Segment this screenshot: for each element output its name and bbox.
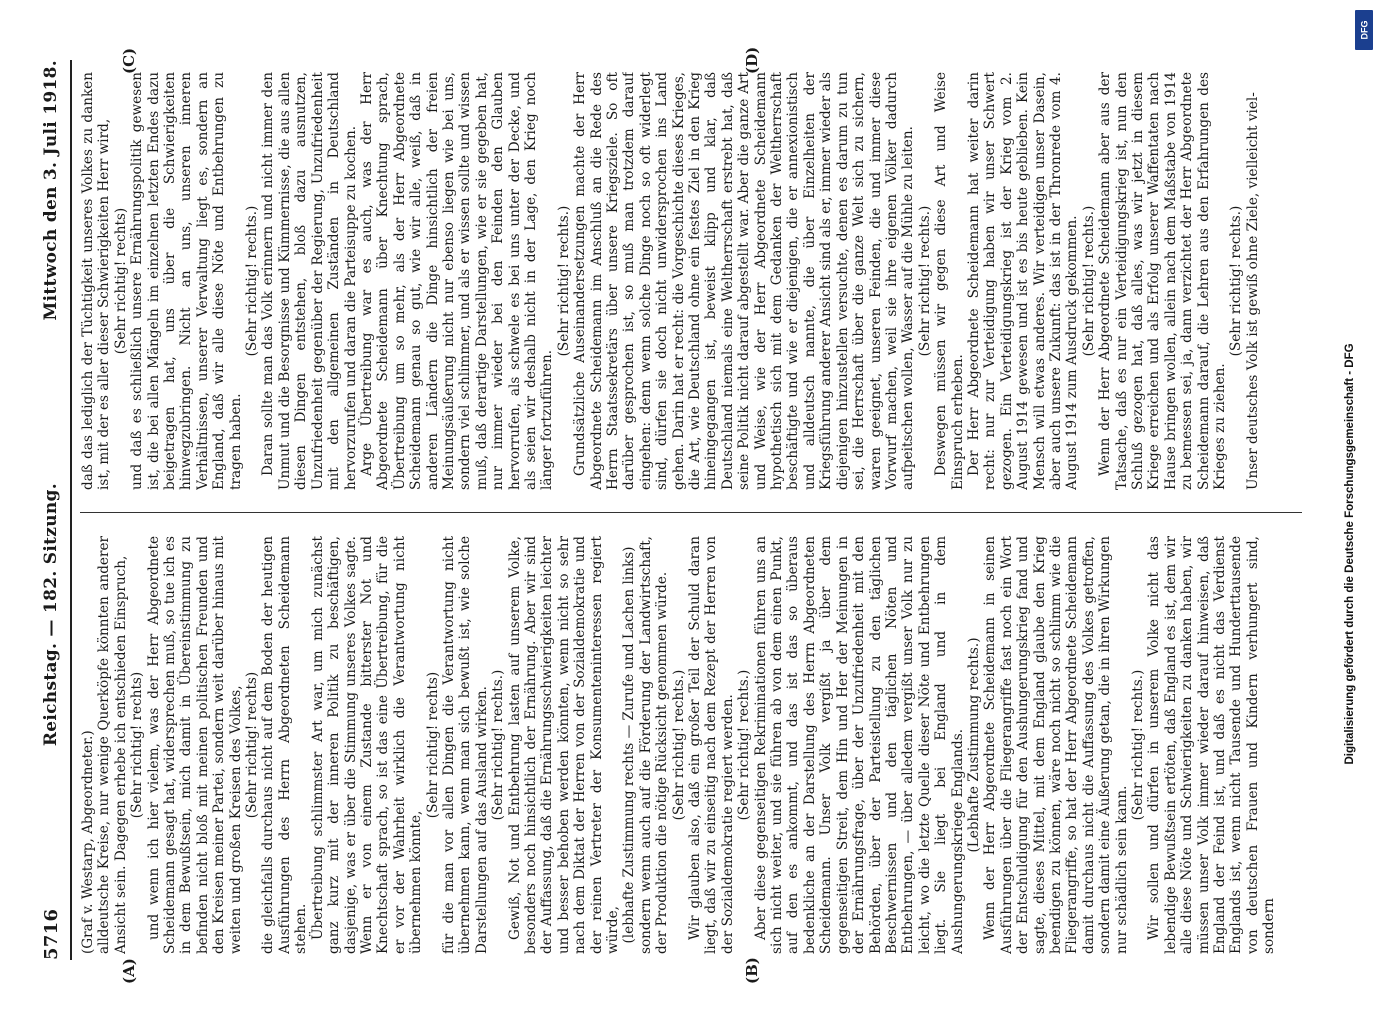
paragraph: (lebhafte Zustimmung rechts — Zurufe und Lachen links)	[621, 546, 638, 944]
paragraph: Wenn der Herr Abgeordnete Scheidemann aber aus der Tatsache, daß es nur ein Verteidigungskrieg ist, nun den Schluß gezogen hat, daß alles, was wir jetzt in diesem Kriege erreichen und als Erfolg unserer Waffentaten nach Hause bringen wollen, allein nach dem Maßstabe von 1914 zu bemessen sei, ja, dann verzichtet der Herr Abgeordnete Scheidemann darauf, die Lehren aus den Erfahrungen des Krieges zu ziehen.	[1097, 72, 1229, 490]
paragraph: Deswegen müssen wir gegen diese Art und Weise Einspruch erheben.	[933, 72, 966, 490]
paragraph: und wenn ich hier vielem, was der Herr Abgeordnete Scheidemann gesagt hat, widersprechen muß, so tue ich es in dem Bewußtsein, mich damit in Übereinstimmung zu befinden nicht bloß mit meinen politischen Freunden und den Kreisen meiner Partei, sondern weit darüber hinaus mit weiten und großen Kreisen des Volkes,	[145, 536, 244, 954]
header-rule	[70, 60, 72, 960]
paragraph: (Sehr richtig! rechts)	[424, 671, 441, 819]
paragraph: (Sehr richtig! rechts.)	[244, 205, 261, 357]
paragraph: Wir glauben also, daß ein großer Teil der Schuld daran liegt, daß wir zu einseitig nach dem Rezept der Herren von der Sozialdemokratie regiert werden.	[687, 536, 736, 954]
margin-mark-c: (C)	[120, 47, 138, 74]
paragraph: (Sehr richtig! rechts.)	[490, 669, 507, 821]
margin-mark-a: (A)	[120, 958, 138, 984]
header-left-title: Reichstag. — 182. Sitzung.	[41, 483, 61, 747]
paragraph: und daß es schließlich unsere Ernährungspolitik gewesen ist, die bei allen Mängeln im einzelnen letzten Endes dazu beigetragen hat, uns über die Schwierigkeiten hinwegzubringen. Nicht an uns, unseren inneren Verhältnissen, unserer Verwaltung liegt es, sondern an England, daß wir alle diese Nöte und Entbehrungen zu tragen haben.	[129, 72, 244, 490]
column-divider	[80, 512, 1302, 513]
paragraph: die gleichfalls durchaus nicht auf dem Boden der heutigen Ausführungen des Herrn Abgeordneten Scheidemann stehen.	[260, 536, 310, 954]
paragraph: Grundsätzliche Auseinandersetzungen machte der Herr Abgeordnete Scheidemann im Anschluß an die Rede des Herrn Staatssekretärs über unsere Kriegsziele. So oft darüber gesprochen ist, so muß man trotzdem darauf eingehen: denn wenn solche Dinge noch so oft widerlegt sind, dürfen sie doch nicht unwidersprochen ins Land gehen. Darin hat er recht: die Vorgeschichte dieses Krieges, die Art, wie Deutschland ohne ein festes Ziel in den Krieg hineingegangen ist, beweist klipp und klar, daß Deutschland niemals eine Weltherrschaft erstrebt hat, daß seine Politik nicht darauf abgestellt war. Aber die ganze Art und Weise, wie der Herr Abgeordnete Scheidemann hypothetisch sich mit dem Gedanken der Weltherrschaft beschäftigte und wie er diejenigen, die er annexionistisch und alldeutsch nannte, die über Einzelheiten der Kriegsführung anderer Ansicht sind als er, immer wieder als diejenigen hinzustellen versuchte, denen es darum zu tun sei, die Herrschaft über die ganze Welt sich zu sichern, waren geeignet, unseren Feinden, die und immer diese Vorwurf machen, weil sie ihre eigenen Völker dadurch aufpeitschen wollen, Wasser auf die Mühle zu leiten.	[572, 72, 917, 490]
paragraph: (Sehr richtig! rechts.)	[736, 669, 753, 821]
paragraph: (Sehr richtig! rechts.)	[1080, 205, 1097, 357]
paragraph: daß das lediglich der Tüchtigkeit unseres Volkes zu danken ist, mit der es aller dieser Schwierigkeiten Herr wird,	[80, 72, 113, 490]
document-page	[28, 46, 1318, 984]
dfg-credit: Digitalisierung gefördert durch die Deutsche Forschungsgemeinschaft - DFG	[1344, 343, 1356, 765]
dfg-logo: DFG	[1355, 10, 1373, 50]
paragraph: (Sehr richtig! rechts)	[129, 671, 146, 819]
paragraph: Übertreibung schlimmster Art war, um mich zunächst ganz kurz mit der inneren Politik zu beschäftigen, dasjenige, was er über die Stimmung unseres Volkes sagte. Wenn er von einem Zustande bitterster Not und Knechtschaft sprach, so ist das eine Übertreibung, für die er vor der Wahrheit wirklich die Verantwortung nicht übernehmen könnte,	[309, 536, 425, 954]
paragraph: Arge Übertreibung war es auch, was der Herr Abgeordnete Scheidemann über Knechtung sprach, Übertreibung um so mehr, als der Herr Abgeordnete Scheidemann genau so gut, wie wir alle, weiß, daß in anderen Ländern die Dinge hinsichtlich der freien Meinungsäußerung nicht nur ebenso liegen wie bei uns, sondern viel schlimmer, und als er wissen sollte und wissen muß, daß derartige Darstellungen, wie er sie gegeben hat, nur immer wieder bei den Feinden den Glauben hervorrufen, als schwele es bei uns unter der Decke, und als seien wir deshalb nicht in der Lage, den Krieg noch länger fortzuführen.	[358, 72, 556, 490]
paragraph: Gewiß, Not und Entbehrung lasten auf unserem Volke, besonders noch hinsichtlich der Ernährung. Aber wir sind der Auffassung, daß die Ernährungsschwierigkeiten leichter und besser behoben werden könnten, wenn nicht so sehr nach dem Diktat der Herren von der Sozialdemokratie und der reinen Vertreter der Konsumenteninteressen regiert würde,	[506, 536, 621, 954]
paragraph: (Lebhafte Zustimmung rechts.)	[965, 637, 982, 853]
page-header	[34, 60, 68, 960]
paragraph: (Sehr richtig! rechts.)	[670, 669, 687, 821]
paragraph: (Sehr richtig! rechts.)	[916, 205, 933, 357]
paragraph: für die man vor allen Dingen die Verantwortung nicht übernehmen kann, wenn man sich bewußt ist, wie solche Darstellungen auf das Ausland wirken.	[440, 536, 490, 954]
paragraph: (Sehr richtig! rechts.)	[1130, 669, 1146, 821]
paragraph: sondern wenn auch auf die Förderung der Landwirtschaft, der Produktion die nötige Rücksicht genommen würde.	[637, 536, 671, 954]
paragraph: alldeutsche Kreise, nur wenige Querköpfe könnten anderer Ansicht sein. Dagegen erhebe ich entschieden Einspruch,	[96, 536, 129, 954]
dfg-sidebar	[1344, 6, 1378, 986]
margin-mark-b: (B)	[743, 957, 761, 984]
paragraph: (Sehr richtig! rechts.)	[1228, 205, 1245, 357]
paragraph: Der Herr Abgeordnete Scheidemann hat weiter darin recht: nur zur Verteidigung haben wir unser Schwert gezogen. Ein Verteidigungskrieg ist der Krieg vom 2. August 1914 gewesen und ist es bis heute geblieben. Kein Mensch will etwas anderes. Wir verteidigen unser Dasein, aber auch unsere Zukunft: das ist in der Thronrede vom 4. August 1914 zum Ausdruck gekommen.	[965, 72, 1081, 490]
left-column	[80, 536, 1302, 954]
paragraph: (Sehr richtig! rechts.)	[555, 205, 572, 357]
paragraph: Daran sollte man das Volk erinnern und nicht immer den Unmut und die Besorgnisse und Kümmernisse, die aus allen diesen Dingen entstehen, bloß dazu ausnutzen, Unzufriedenheit gegenüber der Regierung, Unzufriedenheit mit den allgemeinen Zuständen in Deutschland hervorzurufen und daran die Parteisuppe zu kochen.	[260, 72, 359, 490]
right-column	[80, 72, 1302, 490]
paragraph: Unser deutsches Volk ist gewiß ohne Ziele, vielleicht viel-	[1244, 92, 1261, 490]
paragraph: (Sehr richtig! rechts)	[112, 207, 129, 355]
rotated-page	[28, 46, 1318, 984]
paragraph: Wenn der Herr Abgeordnete Scheidemann in seinen Ausführungen über die Fliegerangriffe fast noch ein Wort der Entschuldigung für den Aushungerungskrieg fand und sagte, dieses Mittel, mit dem England glaube den Krieg beendigen zu können, wäre noch nicht so schlimm wie die Fliegerangriffe, so hat der Herr Abgeordnete Scheidemann damit durchaus nicht die Auffassung des Volkes getroffen, sondern damit eine Äußerung getan, die in ihren Wirkungen nur schädlich sein kann.	[982, 536, 1130, 954]
page-number: 5716	[40, 908, 62, 960]
paragraph: Aber diese gegenseitigen Rekriminationen führen uns an sich nicht weiter, und sie führen ab von dem einen Punkt, auf den es ankommt, und das ist das so überaus bedenkliche an der Darstellung des Herrn Abgeordneten Scheidemann. Unser Volk vergißt ja über dem gegenseitigen Streit, dem Hin und Her der Meinungen in der Ernährungsfrage, über der Unzufriedenheit mit den Behörden, über der Parteistellung zu den täglichen Beschwernissen und den täglichen Nöten und Entbehrungen, — über alledem vergißt unser Volk nur zu leicht, wo die letzte Quelle dieser Nöte und Entbehrungen liegt. Sie liegt bei England und in dem Aushungerungskriege Englands.	[752, 536, 966, 954]
header-right-title: Mittwoch den 3. Juli 1918.	[41, 60, 61, 321]
paragraph: Wir sollen und dürfen in unserem Volke nicht das lebendige Bewußtsein ertöten, daß England es ist, dem wir alle diese Nöte und Schwierigkeiten zu danken haben, wir müssen unser Volk immer wieder darauf hinweisen, daß England der Feind ist, und daß es nicht das Verdienst Englands ist, wenn nicht Tausende und Hunderttausende von deutschen Frauen und Kindern verhungert sind, sondern	[1146, 536, 1278, 954]
paragraph: (Sehr richtig! rechts)	[244, 671, 261, 819]
paragraph: (Graf v. Westarp, Abgeordneter.)	[80, 730, 96, 954]
margin-mark-d: (D)	[743, 46, 761, 74]
